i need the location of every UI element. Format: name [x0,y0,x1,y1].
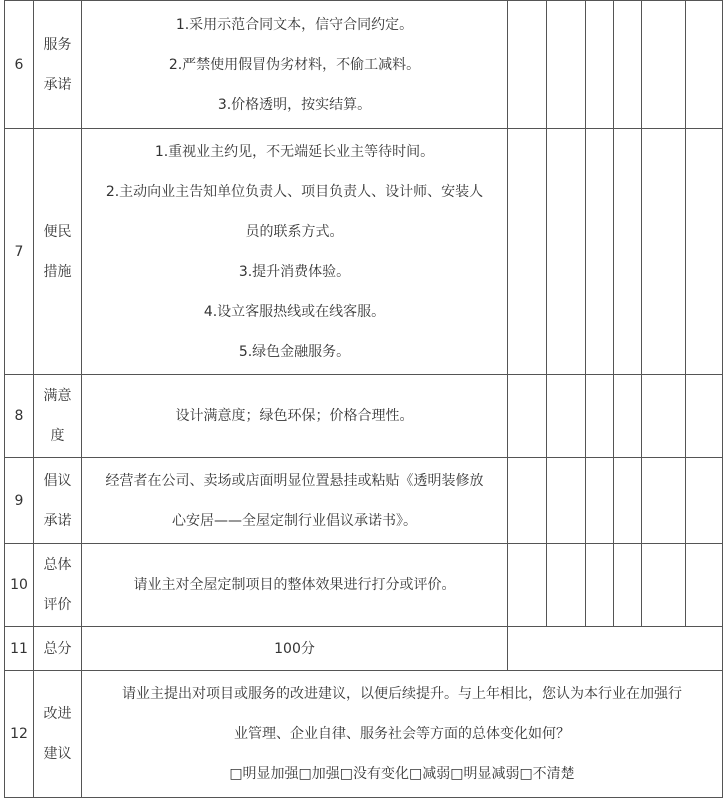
evaluation-table [4,0,723,798]
row-label-line: 倡议 [43,472,72,489]
content-line: 心安居——全屋定制行业倡议承诺书》。 [172,512,417,529]
row-content [82,458,508,544]
rating-cell[interactable] [547,1,586,129]
rating-cell[interactable] [508,375,547,458]
content-line: 4.设立客服热线或在线客服。 [203,303,386,320]
row-label-line: 评价 [43,597,72,613]
rating-cell[interactable] [614,375,642,458]
rating-cell[interactable] [686,544,723,627]
content-line: 设计满意度；绿色环保；价格合理性。 [175,408,414,424]
row-label-line: 措施 [43,263,72,280]
row-label-line: 总分 [43,640,72,657]
table-row [5,129,723,375]
rating-cell[interactable] [614,458,642,544]
content-line: 3.价格透明，按实结算。 [217,96,372,113]
rating-cell[interactable] [686,458,723,544]
rating-cell[interactable] [586,458,614,544]
row-number: 8 [5,375,34,458]
rating-cell[interactable] [586,1,614,129]
row-label-line: 承诺 [43,512,72,529]
rating-cell[interactable] [686,129,723,375]
row-number: 9 [5,458,34,544]
rating-cell[interactable] [586,544,614,627]
rating-cell[interactable] [547,129,586,375]
row-label [34,1,82,129]
content-line: 5.绿色金融服务。 [238,343,351,360]
row-label [34,627,82,671]
rating-cell[interactable] [642,375,686,458]
row-label-line: 服务 [43,36,72,53]
row-label-line: 总体 [43,557,72,573]
content-line: 1.采用示范合同文本，信守合同约定。 [175,16,414,33]
rating-cell[interactable] [614,544,642,627]
content-line: 请业主提出对项目或服务的改进建议，以便后续提升。与上年相比，您认为本行业在加强行 [122,686,682,702]
table-row [5,458,723,544]
table-row [5,544,723,627]
row-number: 12 [5,671,34,798]
rating-cell[interactable] [547,375,586,458]
table-row [5,375,723,458]
row-label [34,129,82,375]
content-line: 业管理、企业自律、服务社会等方面的总体变化如何？ [234,726,570,742]
rating-cell[interactable] [586,129,614,375]
rating-cell[interactable] [686,1,723,129]
rating-cell[interactable] [586,375,614,458]
rating-cell[interactable] [547,458,586,544]
total-score [82,627,508,671]
content-line: 100分 [274,640,315,657]
content-line: 1.重视业主约见，不无端延长业主等待时间。 [154,143,435,160]
row-label-line: 满意 [43,388,72,404]
rating-cell[interactable] [508,129,547,375]
total-score-blank[interactable] [508,627,723,671]
row-content [82,1,508,129]
content-line: 3.提升消费体验。 [238,263,351,280]
rating-cell[interactable] [547,544,586,627]
rating-cell[interactable] [642,1,686,129]
content-line: 经营者在公司、卖场或店面明显位置悬挂或粘贴《透明装修放 [105,472,484,489]
content-line: 请业主对全屋定制项目的整体效果进行打分或评价。 [133,577,456,593]
row-label [34,671,82,798]
row-label-line: 改进 [43,706,72,722]
rating-cell[interactable] [614,129,642,375]
rating-cell[interactable] [614,1,642,129]
row-content [82,129,508,375]
table-row [5,671,723,798]
rating-cell[interactable] [642,544,686,627]
content-line: 员的联系方式。 [245,223,344,240]
rating-cell[interactable] [642,129,686,375]
row-content [82,544,508,627]
rating-cell[interactable] [508,458,547,544]
row-content [82,375,508,458]
row-label [34,544,82,627]
rating-cell[interactable] [508,1,547,129]
row-label [34,458,82,544]
improvement-suggestion [82,671,723,798]
content-line: 2.主动向业主告知单位负责人、项目负责人、设计师、安装人 [105,183,484,200]
row-label-line: 度 [50,428,65,444]
row-number: 10 [5,544,34,627]
content-line: 2.严禁使用假冒伪劣材料，不偷工减料。 [168,56,421,73]
row-number: 7 [5,129,34,375]
row-label-line: 承诺 [43,76,72,93]
row-number: 6 [5,1,34,129]
table-row [5,627,723,671]
checkbox-options[interactable]: □明显加强□加强□没有变化□减弱□明显减弱□不清楚 [229,766,575,782]
rating-cell[interactable] [642,458,686,544]
rating-cell[interactable] [686,375,723,458]
table-row [5,1,723,129]
row-label-line: 便民 [43,223,72,240]
row-label-line: 建议 [43,746,72,762]
row-label [34,375,82,458]
rating-cell[interactable] [508,544,547,627]
row-number: 11 [5,627,34,671]
